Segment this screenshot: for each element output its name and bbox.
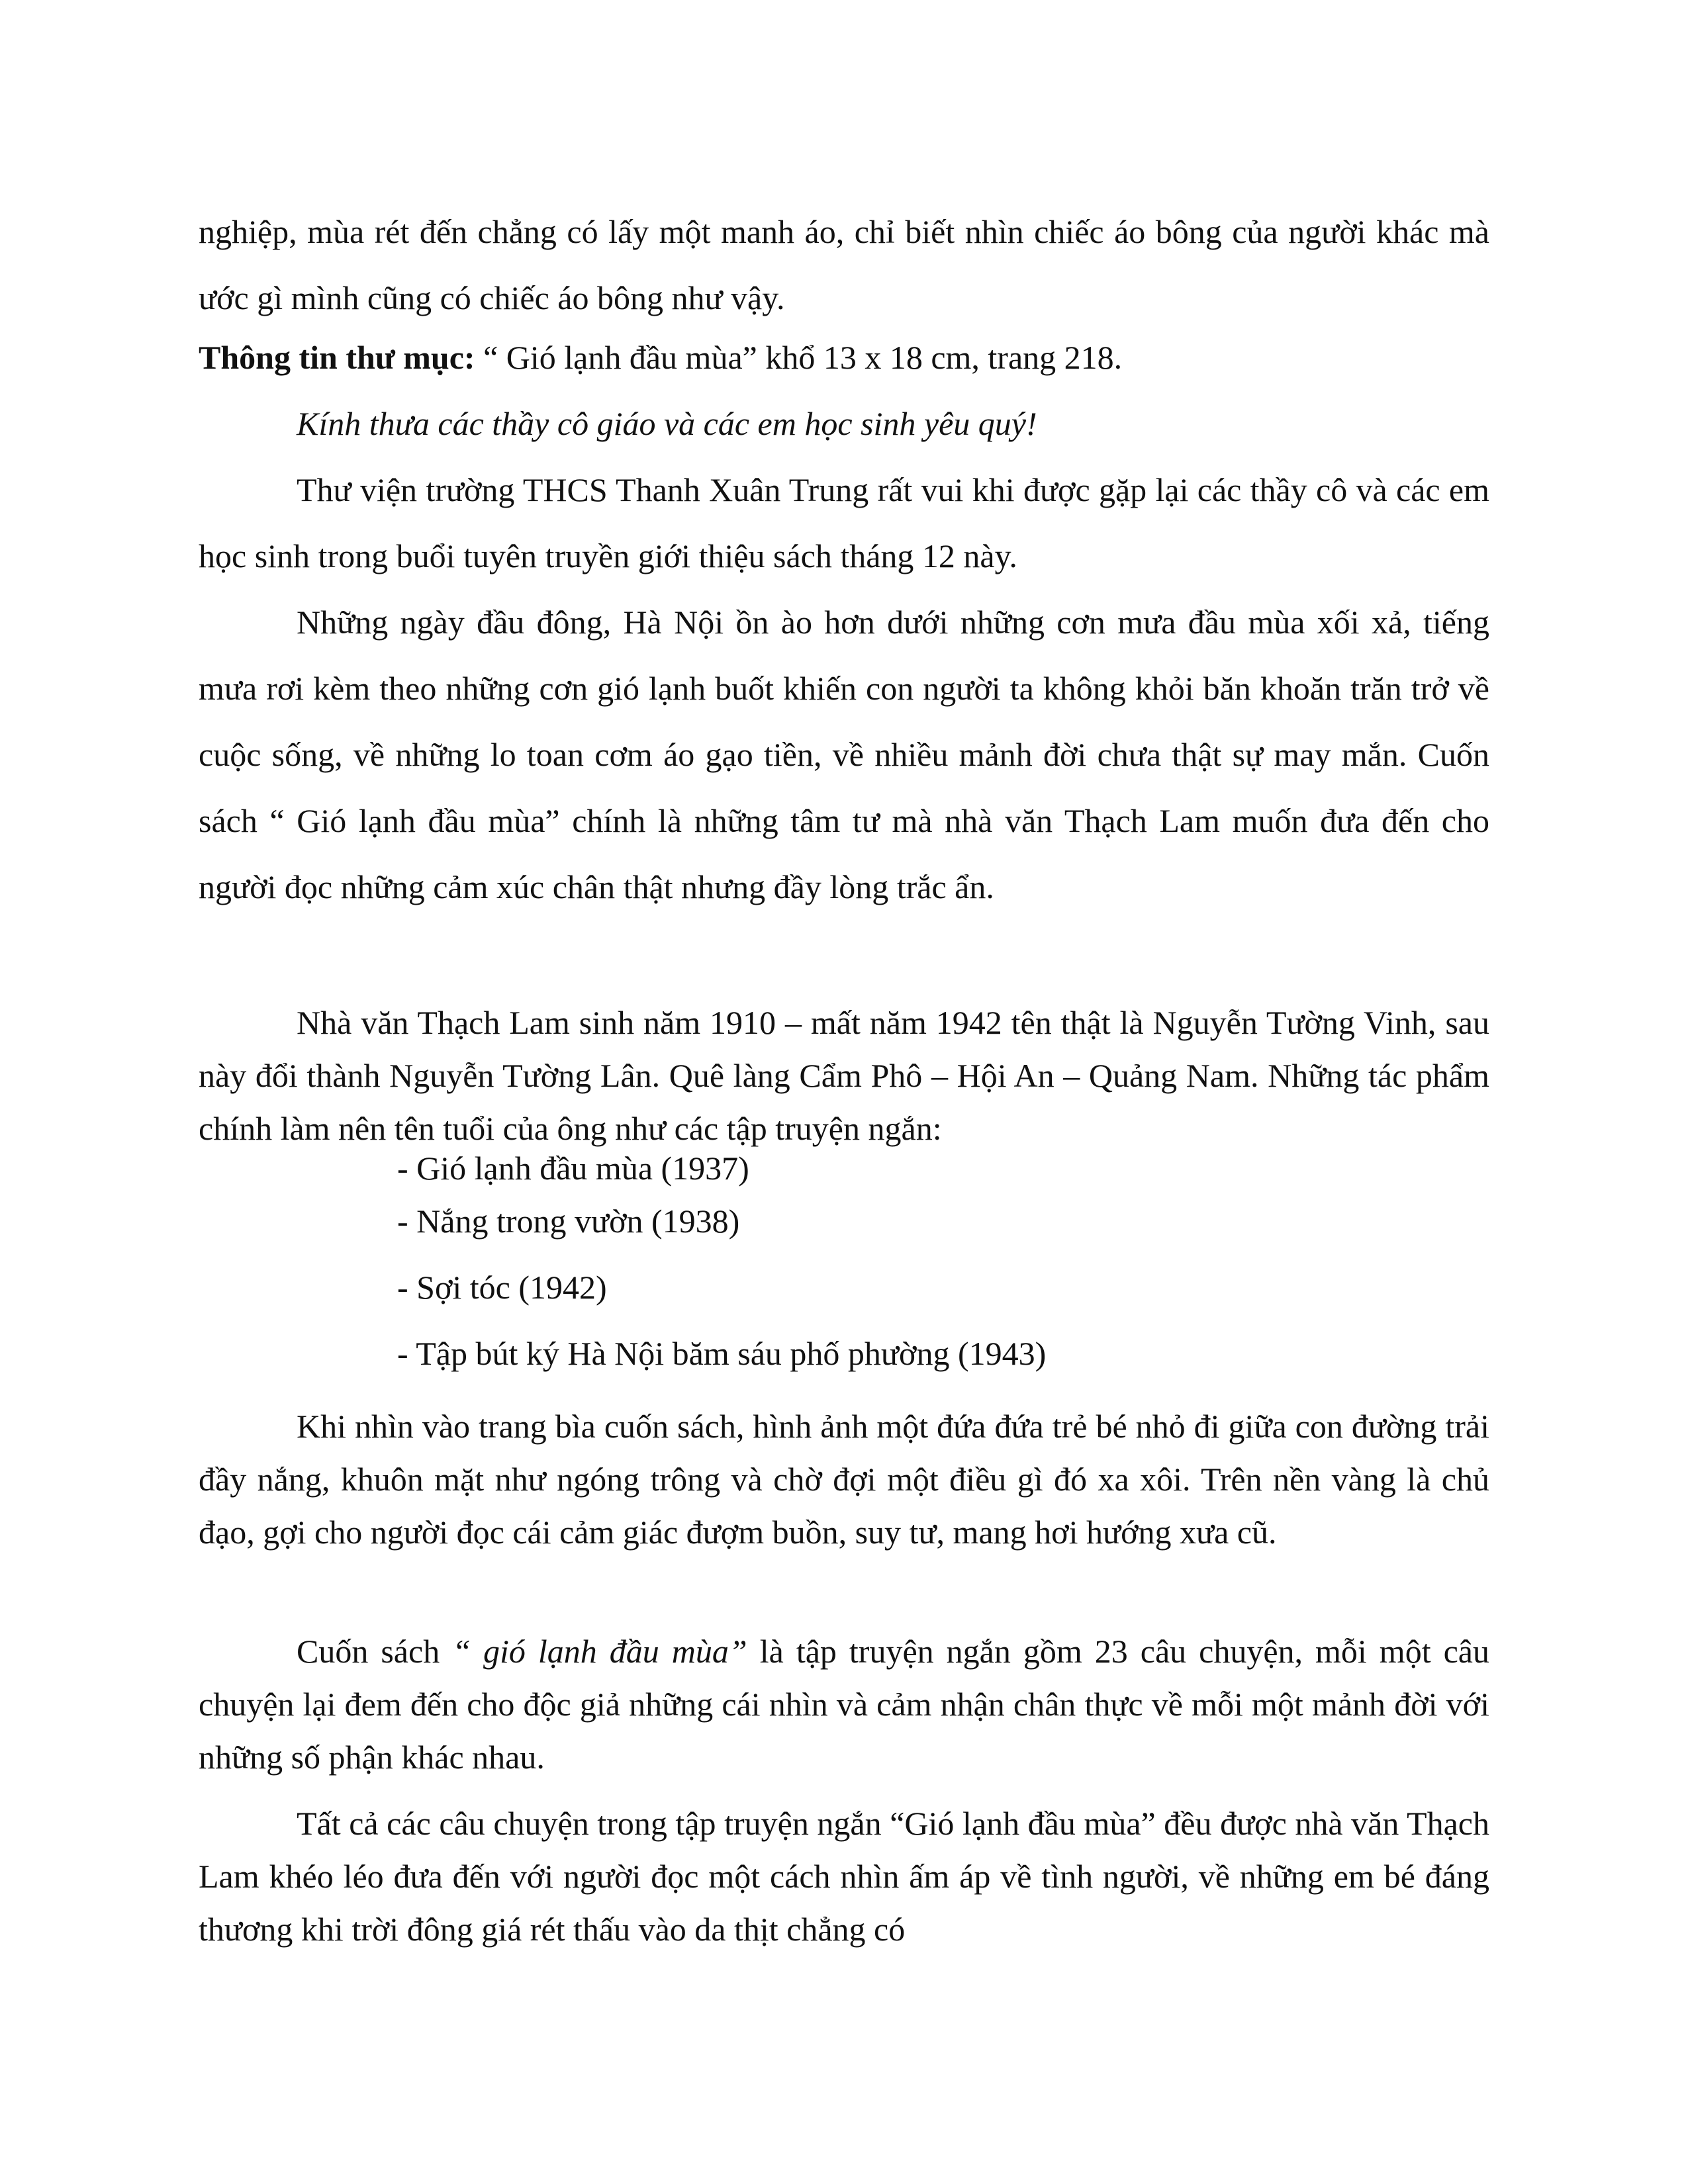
summary-text-end: là tập truyện ngắn gồm 23 câu chuyện, mỗi một câu chuyện lại đem đến cho độc giả những cái nhìn và cảm nhận chân thực về mỗi một mảnh đời với những số phận khác nhau. — [199, 1633, 1489, 1776]
works-list-item: - Gió lạnh đầu mùa (1937) — [397, 1150, 749, 1187]
intro-paragraph: nghiệp, mùa rét đến chẳng có lấy một manh áo, chỉ biết nhìn chiếc áo bông của người khác mà ước gì mình cũng có chiếc áo bông như vậy. — [199, 213, 1489, 316]
bibliography-text: “ Gió lạnh đầu mùa” khổ 13 x 18 cm, trang 218. — [475, 339, 1123, 376]
bibliography-label: Thông tin thư mục: — [199, 339, 475, 376]
paragraph-stories-warmth: Tất cả các câu chuyện trong tập truyện ngắn “Gió lạnh đầu mùa” đều được nhà văn Thạch Lam khéo léo đưa đến với người đọc một cách nhìn ấm áp về tình người, về những em bé đáng thương khi trời đông giá rét thấu vào da thịt chẳng có — [199, 1805, 1489, 1948]
works-list-item: - Sợi tóc (1942) — [397, 1269, 607, 1306]
paragraph-book-cover: Khi nhìn vào trang bìa cuốn sách, hình ảnh một đứa đứa trẻ bé nhỏ đi giữa con đường trải đầy nắng, khuôn mặt như ngóng trông và chờ đợi một điều gì đó xa xôi. Trên nền vàng là chủ đạo, gợi cho người đọc cái cảm giác đượm buồn, suy tư, mang hơi hướng xưa cũ. — [199, 1408, 1489, 1551]
works-list-item: - Nắng trong vườn (1938) — [397, 1203, 740, 1240]
works-list-item: - Tập bút ký Hà Nội băm sáu phố phường (1943) — [397, 1335, 1047, 1372]
paragraph-library-welcome: Thư viện trường THCS Thanh Xuân Trung rất vui khi được gặp lại các thầy cô và các em học sinh trong buổi tuyên truyền giới thiệu sách tháng 12 này. — [199, 471, 1489, 574]
greeting-line: Kính thưa các thầy cô giáo và các em học sinh yêu quý! — [297, 405, 1037, 442]
summary-text-start: Cuốn sách — [297, 1633, 453, 1670]
paragraph-book-summary — [199, 1625, 1489, 1784]
paragraph-early-winter: Những ngày đầu đông, Hà Nội ồn ào hơn dưới những cơn mưa đầu mùa xối xả, tiếng mưa rơi kèm theo những cơn gió lạnh buốt khiến con người ta không khỏi băn khoăn trăn trở về cuộc sống, về những lo toan cơm áo gạo tiền, về nhiều mảnh đời chưa thật sự may mắn. Cuốn sách “ Gió lạnh đầu mùa” chính là những tâm tư mà nhà văn Thạch Lam muốn đưa đến cho người đọc những cảm xúc chân thật nhưng đầy lòng trắc ẩn. — [199, 604, 1489, 905]
paragraph-author-bio: Nhà văn Thạch Lam sinh năm 1910 – mất năm 1942 tên thật là Nguyễn Tường Vinh, sau này đổi thành Nguyễn Tường Lân. Quê làng Cẩm Phô – Hội An – Quảng Nam. Những tác phẩm chính làm nên tên tuổi của ông như các tập truyện ngắn: — [199, 1004, 1489, 1147]
bibliography-line — [199, 324, 1489, 390]
summary-book-title: “ gió lạnh đầu mùa” — [452, 1633, 747, 1670]
